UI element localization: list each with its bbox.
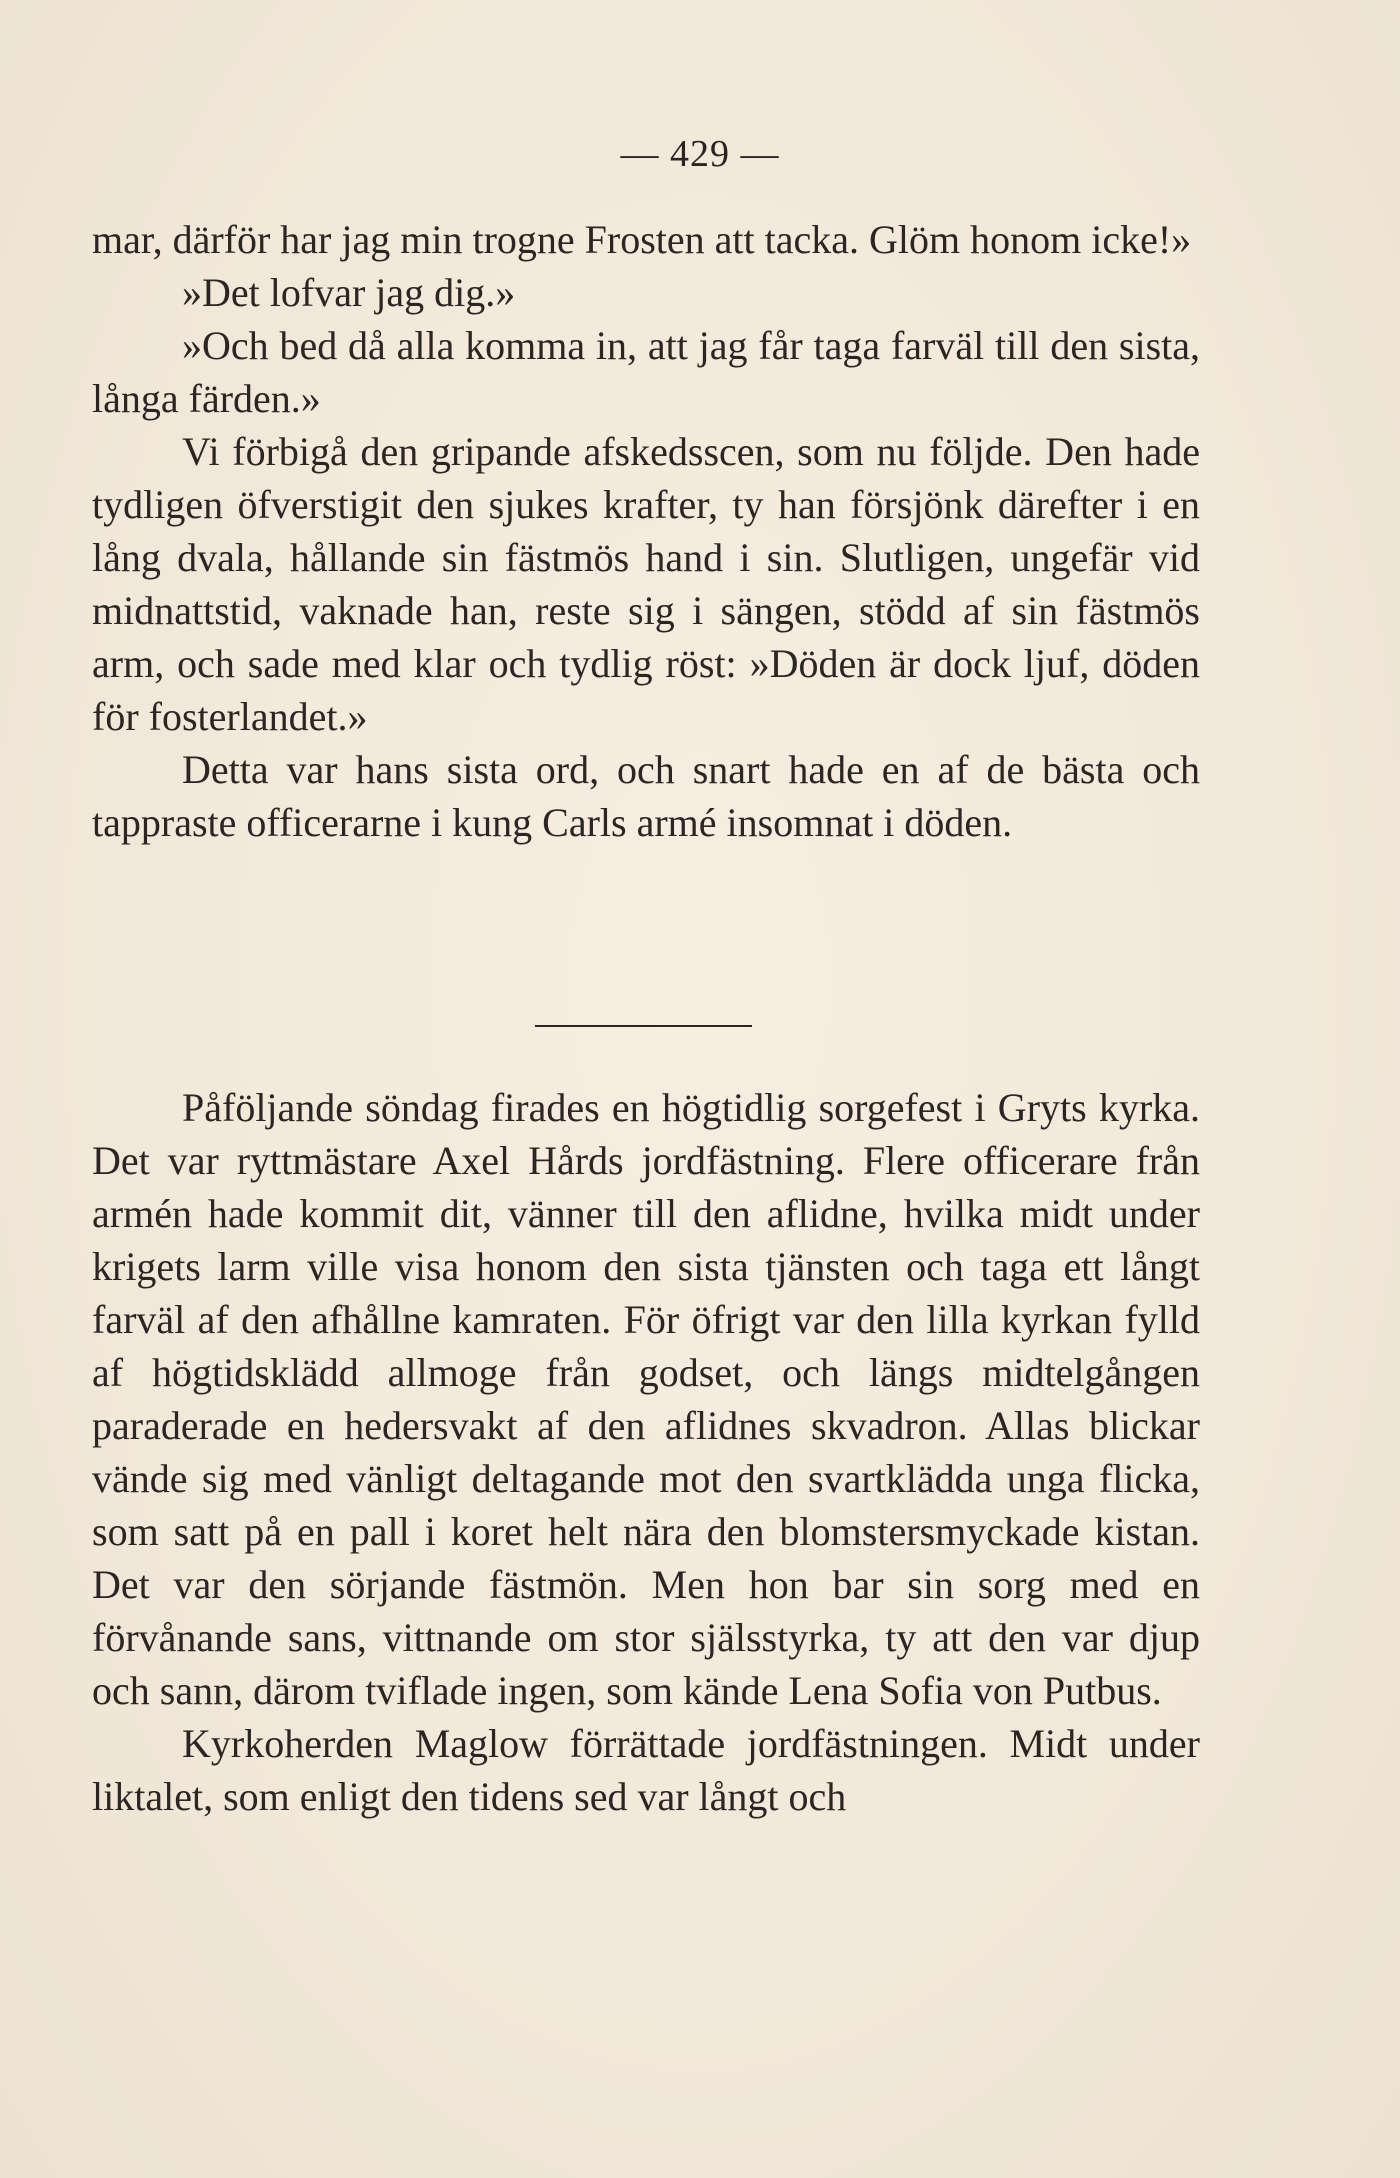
paragraph: Kyrkoherden Maglow förrättade jordfästningen. Midt under liktalet, som enligt den tidens sed var långt och (92, 1721, 1200, 1819)
section-1-text (92, 213, 1200, 849)
paragraph: »Det lofvar jag dig.» (182, 270, 516, 315)
page-number: — 429 — (620, 133, 780, 175)
section-2-text (92, 1081, 1200, 1823)
paragraph: »Och bed då alla komma in, att jag får taga farväl till den sista, långa färden.» (92, 323, 1200, 421)
paragraph: Påföljande söndag firades en högtidlig sorgefest i Gryts kyrka. Det var ryttmästare Axel Hårds jordfästning. Flere officerare från armén hade kommit dit, vänner till den aflidne, hvilka midt under krigets larm ville visa honom den sista tjänsten och taga ett långt farväl af den afhållne kamraten. För öfrigt var den lilla kyrkan fylld af högtidsklädd allmoge från godset, och längs midtelgången paraderade en hedersvakt af den aflidnes skvadron. Allas blickar vände sig med vänligt deltagande mot den svartklädda unga flicka, som satt på en pall i koret helt nära den blomstersmyckade kistan. Det var den sörjande fästmön. Men hon bar sin sorg med en förvånande sans, vittnande om stor själsstyrka, ty att den var djup och sann, därom tviflade ingen, som kände Lena Sofia von Putbus. (92, 1085, 1200, 1713)
section-separator (535, 1025, 752, 1027)
paragraph: Vi förbigå den gripande afskedsscen, som nu följde. Den hade tydligen öfverstigit den sjukes krafter, ty han försjönk därefter i en lång dvala, hållande sin fästmös hand i sin. Slutligen, ungefär vid midnattstid, vaknade han, reste sig i sängen, stödd af sin fästmös arm, och sade med klar och tydlig röst: »Döden är dock ljuf, döden för fosterlandet.» (92, 429, 1200, 739)
paragraph: Detta var hans sista ord, och snart hade en af de bästa och tappraste officerarne i kung Carls armé insomnat i döden. (92, 747, 1200, 845)
paragraph: mar, därför har jag min trogne Frosten att tacka. Glöm honom icke!» (92, 217, 1192, 262)
